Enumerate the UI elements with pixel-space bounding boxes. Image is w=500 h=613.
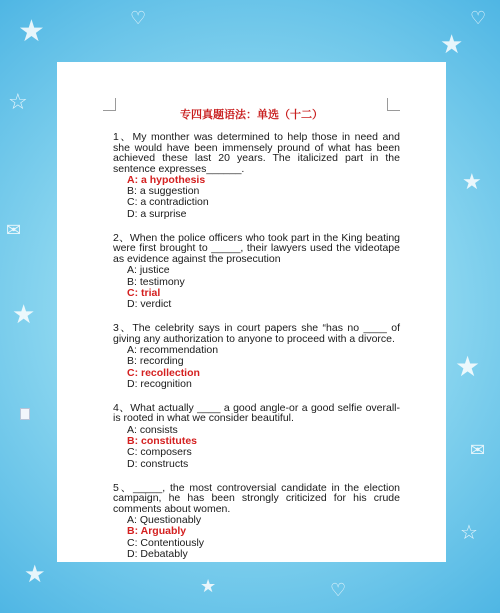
option-b: B: testimony bbox=[127, 275, 185, 288]
option-list bbox=[113, 425, 400, 470]
option-c: C: Contentiously bbox=[127, 536, 205, 549]
heart-icon: ♡ bbox=[470, 8, 487, 29]
option-b: B: a suggestion bbox=[127, 185, 200, 198]
option-a: A: Questionably bbox=[127, 514, 202, 527]
option-a: A: recommendation bbox=[127, 344, 219, 357]
option-c-correct: C: trial bbox=[127, 286, 161, 299]
question-3 bbox=[113, 323, 400, 390]
question-text: 2、When the police officers who took part in the King beating were first brought to _____, their lawyers used the videotape as evidence against the prosecution bbox=[113, 231, 400, 265]
option-a: A: justice bbox=[127, 264, 170, 277]
option-b: B: recording bbox=[127, 355, 184, 368]
option-c-correct: C: recollection bbox=[127, 366, 200, 379]
option-d: D: verdict bbox=[127, 297, 172, 310]
option-b-correct: B: constitutes bbox=[127, 435, 198, 448]
star-icon: ★ bbox=[440, 30, 464, 60]
star-icon: ☆ bbox=[8, 90, 28, 115]
question-list bbox=[113, 132, 400, 562]
option-d: D: a surprise bbox=[127, 207, 187, 220]
star-icon: ★ bbox=[18, 14, 45, 49]
option-c: C: composers bbox=[127, 446, 192, 459]
question-1 bbox=[113, 132, 400, 220]
document-page bbox=[57, 62, 446, 562]
option-d: D: recognition bbox=[127, 377, 192, 390]
envelope-icon: ✉ bbox=[470, 440, 486, 461]
option-list bbox=[113, 515, 400, 560]
question-5 bbox=[113, 483, 400, 560]
envelope-icon: ✉ bbox=[6, 220, 22, 241]
question-text: 5、_____, the most controversial candidate in the election campaign, he has been strongly criticized for his crude comments about women. bbox=[113, 481, 400, 515]
option-c: C: a contradiction bbox=[127, 196, 209, 209]
document-marker-icon bbox=[20, 408, 30, 420]
question-text: 1、My monther was determined to help those in need and she would have been immensely pround of what has been achieved these last 20 years. The italicized part in the sentence expresses______. bbox=[113, 131, 400, 175]
option-list bbox=[113, 265, 400, 310]
option-b-correct: B: Arguably bbox=[127, 525, 187, 538]
question-text: 4、What actually ____ a good angle-or a good selfie overall-is rooted in what we consider beautiful. bbox=[113, 401, 400, 425]
star-icon: ★ bbox=[24, 560, 46, 588]
question-2 bbox=[113, 233, 400, 310]
question-4 bbox=[113, 403, 400, 470]
star-icon: ☆ bbox=[460, 520, 478, 544]
document-title: 专四真题语法：单选（十二） bbox=[180, 108, 323, 121]
option-d: D: Debatably bbox=[127, 547, 188, 560]
star-icon: ★ bbox=[455, 350, 481, 383]
option-a: A: consists bbox=[127, 423, 178, 436]
star-icon: ★ bbox=[200, 576, 217, 597]
option-d: D: constructs bbox=[127, 457, 189, 470]
question-text: 3、The celebrity says in court papers she “has no ____ of giving any authorization to anyone to proceed with a divorce. bbox=[113, 322, 400, 345]
option-a-correct: A: a hypothesis bbox=[127, 174, 206, 186]
heart-icon: ♡ bbox=[130, 8, 147, 29]
option-list bbox=[113, 345, 400, 390]
option-list bbox=[113, 175, 400, 220]
heart-icon: ♡ bbox=[330, 580, 347, 601]
star-icon: ★ bbox=[462, 170, 482, 195]
star-icon: ★ bbox=[12, 300, 36, 330]
